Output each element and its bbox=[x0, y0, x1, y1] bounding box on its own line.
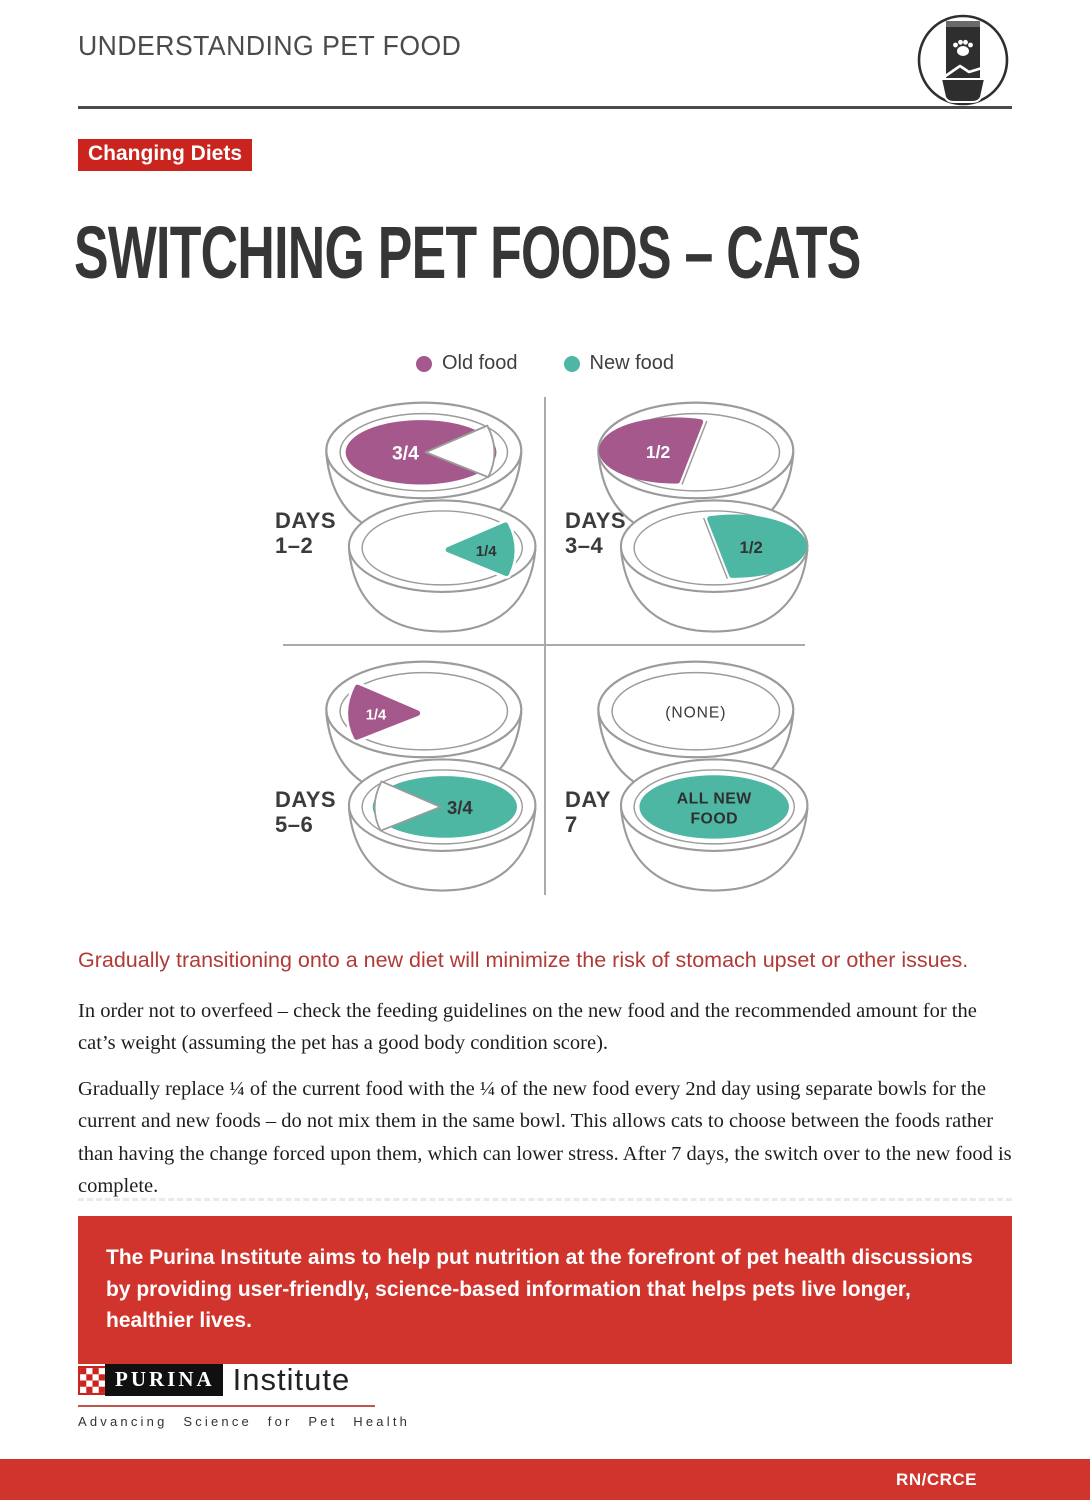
new-food-bowl bbox=[349, 759, 536, 890]
new-portion-label-line1: ALL NEW bbox=[676, 790, 752, 808]
logo-tagline: Advancing Science for Pet Health bbox=[78, 1414, 411, 1429]
legend bbox=[0, 352, 1090, 375]
institute-wordmark: Institute bbox=[232, 1362, 351, 1397]
legend-item-new-food bbox=[564, 352, 675, 375]
old-portion-label: 1/4 bbox=[365, 707, 387, 724]
lead-sentence: Gradually transitioning onto a new diet will minimize the risk of stomach upset or other issues. bbox=[78, 948, 969, 972]
new-food-bowl bbox=[349, 500, 536, 631]
new-food-dot-icon bbox=[564, 356, 580, 372]
new-food-bowl bbox=[621, 759, 808, 890]
footer-code: RN/CRCE bbox=[896, 1470, 977, 1489]
page-header-title: UNDERSTANDING PET FOOD bbox=[78, 30, 462, 61]
quadrant-days-5-6 bbox=[273, 645, 545, 898]
purina-wordmark: PURINA bbox=[105, 1364, 223, 1396]
paragraph-2: Gradually replace ¼ of the current food with the ¼ of the new food every 2nd day using separate bowls for the current and new foods – do not mix them in the same bowl. This allows cats to choose between the foods rather than having the change forced upon them, which can lower stress. After 7 days, the switch over to the new food is complete. bbox=[78, 1077, 1012, 1197]
quadrant-label: DAYS 3–4 bbox=[565, 508, 627, 559]
bowls-days-5-6 bbox=[273, 657, 545, 910]
bowls-days-1-2 bbox=[273, 398, 545, 651]
page-title: SWITCHING PET FOODS – CATS bbox=[74, 211, 861, 294]
logo-divider bbox=[78, 1405, 375, 1407]
quadrant-days-1-2 bbox=[273, 392, 545, 645]
new-portion-label: 1/4 bbox=[475, 542, 497, 560]
old-food-dot-icon bbox=[416, 356, 432, 372]
purina-checkerboard-icon bbox=[78, 1366, 107, 1395]
bowls-day-7 bbox=[545, 657, 817, 910]
logo-row bbox=[78, 1362, 410, 1398]
bowls-days-3-4 bbox=[545, 398, 817, 651]
old-portion-label: 3/4 bbox=[391, 443, 419, 465]
dashed-divider bbox=[78, 1198, 1012, 1201]
old-portion-label: 1/2 bbox=[645, 441, 671, 462]
legend-new-label: New food bbox=[589, 352, 675, 374]
purina-mission-callout: The Purina Institute aims to help put nutrition at the forefront of pet health discussions by providing user-friendly, science-based information that helps pets live longer, healthier lives. bbox=[78, 1216, 1012, 1364]
quadrant-label: DAY 7 bbox=[565, 787, 611, 838]
new-food-bowl bbox=[621, 500, 808, 631]
purina-institute-logo bbox=[78, 1362, 410, 1429]
footer-bar bbox=[0, 1459, 1090, 1500]
legend-old-label: Old food bbox=[441, 352, 518, 374]
header-divider bbox=[78, 106, 1012, 109]
quadrant-days-3-4 bbox=[545, 392, 817, 645]
quadrant-label: DAYS 5–6 bbox=[275, 787, 337, 838]
feeding-schedule-diagram bbox=[273, 392, 817, 898]
paragraph-1: In order not to overfeed – check the feeding guidelines on the new food and the recommended amount for the cat’s weight (assuming the pet has a good body condition score). bbox=[78, 1000, 977, 1055]
old-portion-label: (NONE) bbox=[665, 704, 727, 722]
quadrant-day-7 bbox=[545, 645, 817, 898]
new-portion-label: 1/2 bbox=[739, 538, 763, 558]
new-portion-label: 3/4 bbox=[446, 796, 473, 818]
quadrant-label: DAYS 1–2 bbox=[275, 508, 337, 559]
section-badge: Changing Diets bbox=[78, 139, 252, 171]
legend-item-old-food bbox=[416, 352, 518, 375]
new-portion-label-line2: FOOD bbox=[690, 810, 738, 828]
pet-food-bag-and-bowl-icon bbox=[916, 13, 1010, 112]
